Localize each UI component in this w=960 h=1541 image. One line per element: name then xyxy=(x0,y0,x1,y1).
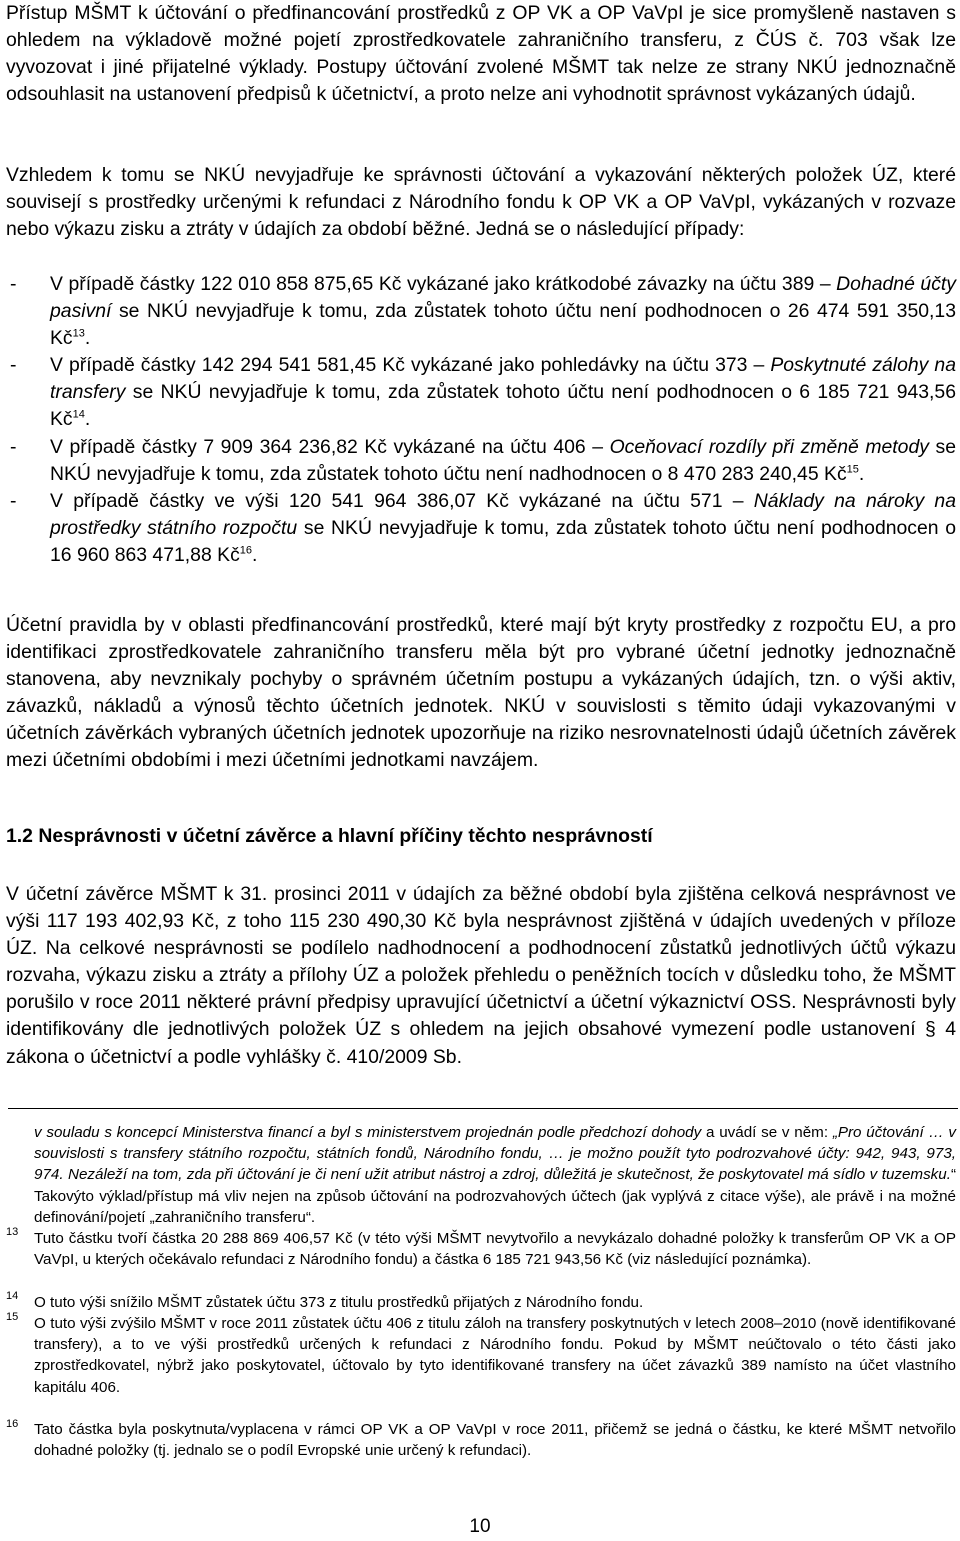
list-item-text: . xyxy=(252,543,258,566)
footnote-ref: 14 xyxy=(72,409,85,421)
footnote-14: O tuto výši snížilo MŠMT zůstatek účtu 373 z titulu prostředků přijatých z Národního fondu. xyxy=(34,1294,644,1311)
list-item-text: V případě částky 7 909 364 236,82 Kč vykázané na účtu 406 – xyxy=(50,435,610,458)
list-item-text: V případě částky ve výši 120 541 964 386,07 Kč vykázané na účtu 571 – xyxy=(50,489,754,512)
list-item-text: . xyxy=(858,462,865,485)
list-item-text: . xyxy=(84,327,91,350)
list-item xyxy=(6,271,956,352)
paragraph-accounting-rules xyxy=(6,612,956,775)
list-item-text: . xyxy=(84,408,91,431)
paragraph-misstatements xyxy=(6,881,956,1071)
footnote-italic: v souladu s koncepcí Ministerstva financí a byl s ministerstvem projednán podle předchozí dohody xyxy=(34,1124,702,1141)
list-item-text: se NKÚ nevyjadřuje k tomu, zda zůstatek tohoto účtu není podhodnocen o 6 185 721 943,56 Kč xyxy=(50,381,956,431)
paragraph-nku-statement-text: Vzhledem k tomu se NKÚ nevyjadřuje ke správnosti účtování a vykazování některých položek ÚZ, které souvisejí s prostředky určenými k refundaci z Národního fondu k OP VK a OP VaVpI, vykázaných v rozvaze nebo výkazu zisku a ztráty v údajích za období běžné. Jedná se o následující případy: xyxy=(6,164,956,241)
list-item-text: se NKÚ nevyjadřuje k tomu, zda zůstatek tohoto účtu není podhodnocen o 16 960 863 471,88 Kč xyxy=(50,516,957,566)
account-name: Náklady na nároky na prostředky státního rozpočtu xyxy=(50,489,956,539)
footnote-number: 13 xyxy=(6,1226,19,1238)
cases-list xyxy=(6,271,956,569)
paragraph-nku-statement xyxy=(6,162,956,243)
footnote-ref: 15 xyxy=(846,463,859,476)
footnote-ref: 13 xyxy=(72,327,85,340)
section-heading: 1.2 Nesprávnosti v účetní závěrce a hlavní příčiny těchto nesprávností xyxy=(6,825,653,847)
list-item xyxy=(6,434,956,488)
list-item xyxy=(6,352,956,433)
account-name: Oceňovací rozdíly při změně metody xyxy=(609,435,929,458)
list-item-text: V případě částky 122 010 858 875,65 Kč vykázané jako krátkodobé závazky na účtu 389 – xyxy=(50,273,837,295)
paragraph-misstatements-text: V účetní závěrce MŠMT k 31. prosinci 2011 v údajích za běžné období byla zjištěna celková nesprávnost ve výši 117 193 402,93 Kč, z toho 115 230 490,30 Kč byla nesprávnost zjištěná v údajích uvedených v příloze ÚZ. Na celkové nesprávnosti se podílelo nadhodnocení a podhodnocení zůstatků jednotlivých účtů výkazu rozvaha, výkazu zisku a ztráty a přílohy ÚZ a položek přehledu o peněžních tocích v důsledku toho, že MŠMT porušilo v roce 2011 některé právní předpisy upravující účetnictví a účetní výkaznictví OSS. Nesprávnosti byly identifikovány dle jednotlivých položek ÚZ s ohledem na jejich obsahové vymezení podle ustanovení § 4 zákona o účetnictví a podle vyhlášky č. 410/2009 Sb. xyxy=(6,883,956,1068)
footnote-16: Tato částka byla poskytnuta/vyplacena v rámci OP VK a OP VaVpI v roce 2011, přičemž se jedná o částku, ke které MŠMT netvořilo dohadné položky (tj. jednalo se o podíl Evropské unie určený k refundaci). xyxy=(34,1421,956,1460)
footnote-text: a uvádí se v něm: xyxy=(701,1124,833,1141)
list-item-text: V případě částky 142 294 541 581,45 Kč vykázané jako pohledávky na účtu 373 – xyxy=(50,354,771,377)
list-dash: - xyxy=(10,489,17,512)
list-dash: - xyxy=(10,273,17,295)
list-item-text: se NKÚ nevyjadřuje k tomu, zda zůstatek tohoto účtu není nadhodnocen o 8 470 283 240,45 Kč xyxy=(50,435,956,485)
page-number: 10 xyxy=(469,1516,491,1537)
paragraph-intro xyxy=(6,0,956,108)
footnote-15: O tuto výši zvýšilo MŠMT v roce 2011 zůstatek účtu 406 z titulu záloh na transfery poskytnutých v letech 2008–2010 (nově identifikované transfery), a to ve výši prostředků určených k refundaci z Národního fondu. Pokud by MŠMT neúčtovalo o této části jako zprostředkovatel, nýbrž jako poskytovatel, účtovalo by tyto identifikované transfery na účet závazků 389 namísto na účet vlastního kapitálu 406. xyxy=(34,1315,956,1396)
account-name: Poskytnuté zálohy na transfery xyxy=(50,354,956,404)
footnote-continuation xyxy=(34,1122,956,1228)
footnote-13: Tuto částku tvoří částka 20 288 869 406,57 Kč (v této výši MŠMT nevytvořilo a nevykázalo dohadné položky k transferům OP VK a OP VaVpI, u kterých očekávalo refundaci z Národního fondu) a částka 6 185 721 943,56 Kč (viz následující poznámka). xyxy=(34,1230,956,1269)
list-item xyxy=(6,488,956,569)
footnote-number: 16 xyxy=(6,1418,19,1430)
paragraph-intro-text: Přístup MŠMT k účtování o předfinancování prostředků z OP VK a OP VaVpI je sice promyšleně nastaven s ohledem na výkladově možné pojetí zprostředkovatele zahraničního transferu, z ČÚS č. 703 však lze vyvozovat i jiné přijatelné výklady. Postupy účtování zvolené MŠMT tak nelze ze strany NKÚ jednoznačně odsouhlasit na ustanovení předpisů k účetnictví, a proto nelze ani vyhodnotit správnost vykázaných údajů. xyxy=(6,2,956,106)
list-dash: - xyxy=(10,435,17,458)
paragraph-accounting-rules-text: Účetní pravidla by v oblasti předfinancování prostředků, které mají být kryty prostředky z rozpočtu EU, a pro identifikaci zprostředkovatele zahraničního transferu měla být pro vybrané účetní jednotky jednoznačně stanovena, aby nevznikaly pochyby o správném účetním postupu a vykázaných údajích, tzn. o výši aktiv, závazků, nákladů a výnosů těchto účetních jednotek. NKÚ v souvislosti s těmito údaji vykazovanými v účetních závěrkách vybraných účetních jednotek upozorňuje na riziko nesrovnatelnosti údajů účetních závěrek mezi účetními obdobími i mezi účetními jednotkami navzájem. xyxy=(6,614,956,772)
footnote-ref: 16 xyxy=(239,544,253,557)
footnote-text: “ Takovýto výklad/přístup má vliv nejen na způsob účtování na podrozvahových účtech (jak vyplývá z citace výše), ale právě i na možné definování/pojetí „zahraničního transferu“. xyxy=(34,1166,956,1226)
footnote-number: 15 xyxy=(6,1311,19,1323)
footnote-divider xyxy=(8,1108,958,1109)
list-dash: - xyxy=(10,354,17,377)
account-name: Dohadné účty pasivní xyxy=(50,273,956,323)
footnote-quote: „Pro účtování … v souvislosti s transfery státního rozpočtu, státních fondů, Národního fondu, … je možno použít tyto podrozvahové účty: 942, 943, 973, 974. Nezáleží na tom, zda při účtování je či není užit atribut nástroj a zdroj, důležitá je skutečnost, že poskytovatel má sídlo v tuzemsku. xyxy=(34,1124,956,1184)
list-item-text: se NKÚ nevyjadřuje k tomu, zda zůstatek tohoto účtu není podhodnocen o 26 474 591 350,13 Kč xyxy=(50,300,956,350)
footnote-number: 14 xyxy=(6,1290,19,1302)
